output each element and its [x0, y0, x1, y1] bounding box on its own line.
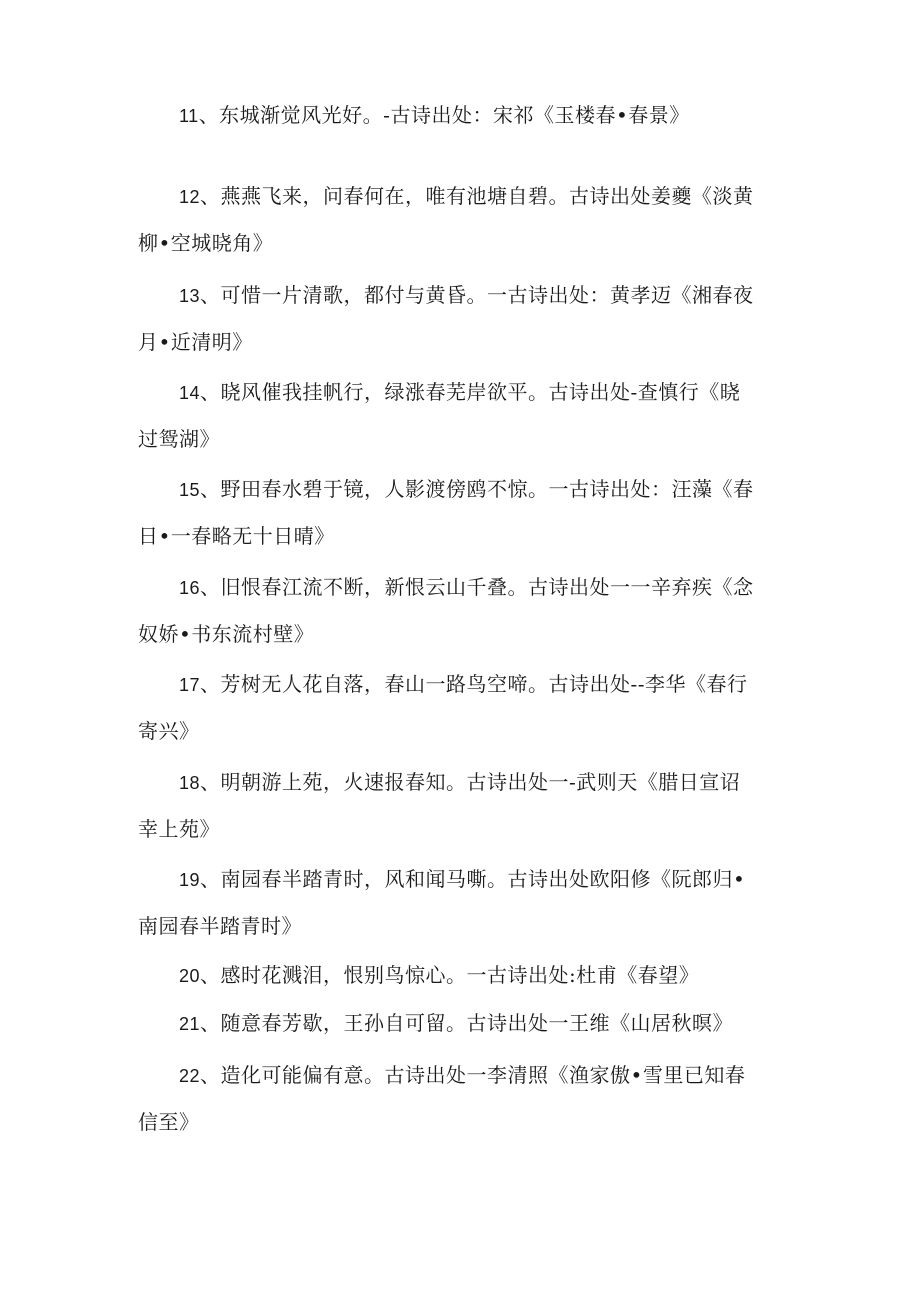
entry-text-line1: 、东城渐觉风光好。-古诗出处：宋祁《玉楼春•春景》: [198, 103, 690, 127]
entry-number: 12: [179, 187, 201, 207]
poem-entry-12: [138, 173, 798, 266]
poem-entry-20: [138, 952, 798, 999]
entry-number: 19: [179, 870, 201, 890]
poem-entry-22: [138, 1052, 798, 1145]
poem-entry-21: [138, 1000, 798, 1047]
poem-entry-16: [138, 564, 798, 657]
entry-number: 13: [179, 286, 201, 306]
entry-number: 17: [179, 675, 201, 695]
entry-text-line2: 柳•空城晓角》: [138, 231, 274, 255]
entry-text-line1: 、感时花溅泪，恨别鸟惊心。一古诗出处:杜甫《春望》: [200, 963, 700, 987]
entry-number: 15: [179, 480, 201, 500]
entry-number: 16: [179, 578, 201, 598]
entry-text-line1: 、随意春芳歇，王孙自可留。古诗出处一王维《山居秋暝》: [200, 1011, 734, 1035]
poem-entry-14: [138, 369, 798, 462]
entry-text-line1: 、旧恨春江流不断，新恨云山千叠。古诗出处一一辛弃疾《念: [200, 575, 754, 599]
entry-text-line2: 南园春半踏青时》: [138, 914, 302, 938]
entry-text-line1: 、可惜一片清歌，都付与黄昏。一古诗出处：黄孝迈《湘春夜: [200, 283, 754, 307]
entry-text-line1: 、野田春水碧于镜，人影渡傍鸥不惊。一古诗出处：汪藻《春: [200, 477, 754, 501]
entry-text-line1: 、造化可能偏有意。古诗出处一李清照《渔家傲•雪里已知春: [200, 1063, 746, 1087]
poem-entry-19: [138, 856, 798, 949]
entry-text-line2: 幸上苑》: [138, 817, 220, 841]
poem-entry-11: [138, 92, 798, 139]
entry-number: 20: [179, 966, 201, 986]
entry-text-line2: 奴娇•书东流村壁》: [138, 622, 315, 646]
entry-number: 11: [179, 106, 199, 126]
poem-entry-15: [138, 466, 798, 559]
entry-number: 18: [179, 773, 201, 793]
entry-text-line2: 过鸳湖》: [138, 427, 220, 451]
entry-text-line2: 信至》: [138, 1110, 200, 1134]
entry-text-line1: 、南园春半踏青时，风和闻马嘶。古诗出处欧阳修《阮郎归•: [200, 867, 746, 891]
poem-entry-13: [138, 272, 798, 365]
poem-entry-18: [138, 759, 798, 852]
entry-number: 14: [179, 383, 201, 403]
entry-text-line1: 、燕燕飞来，问春何在，唯有池塘自碧。古诗出处姜夔《淡黄: [200, 184, 754, 208]
entry-number: 21: [179, 1014, 201, 1034]
entry-number: 22: [179, 1066, 201, 1086]
entry-text-line1: 、明朝游上苑，火速报春知。古诗出处一-武则天《腊日宣诏: [200, 770, 741, 794]
entry-text-line2: 寄兴》: [138, 719, 200, 743]
entry-text-line2: 月•近清明》: [138, 330, 253, 354]
entry-text-line2: 日•一春略无十日晴》: [138, 524, 335, 548]
entry-text-line1: 、晓风催我挂帆行，绿涨春芜岸欲平。古诗出处-查慎行《晓: [200, 380, 741, 404]
poem-entry-17: [138, 661, 798, 754]
entry-text-line1: 、芳树无人花自落，春山一路鸟空啼。古诗出处--李华《春行: [200, 672, 748, 696]
